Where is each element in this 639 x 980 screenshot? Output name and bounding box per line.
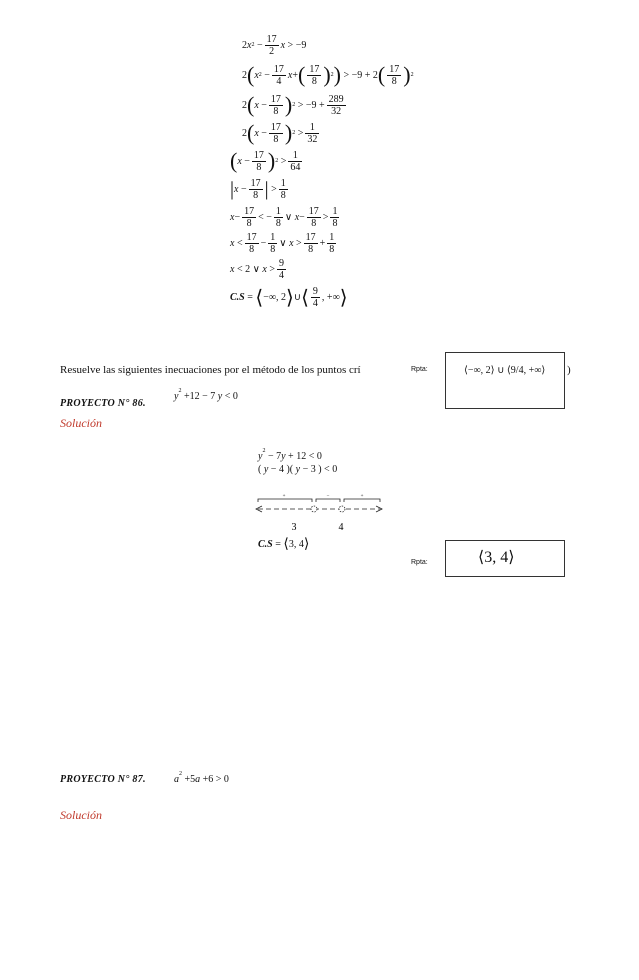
var-y: y <box>295 464 301 475</box>
number: 0 <box>316 451 322 462</box>
var-x: x <box>254 99 259 111</box>
fraction <box>265 34 279 57</box>
answer-86 <box>478 547 514 567</box>
op: − <box>234 211 241 223</box>
number: 12 <box>296 451 307 462</box>
number: 2 <box>245 263 251 275</box>
op: > <box>297 127 304 139</box>
numerator: 1 <box>280 177 286 189</box>
abs-bar: | <box>264 177 269 200</box>
exponent: 2 <box>262 448 266 454</box>
infinity-symbol: ∞ <box>268 291 276 303</box>
angle-close: ⟩ <box>339 286 348 309</box>
denominator: 8 <box>329 243 335 255</box>
project-86-heading: PROYECTO N° 86. <box>60 398 146 409</box>
fraction <box>307 206 321 229</box>
op: − <box>351 69 358 81</box>
number: 7 <box>210 391 216 402</box>
fraction <box>242 206 256 229</box>
project-87-solution-label: Solución <box>60 808 102 822</box>
fraction <box>327 94 346 117</box>
derivation-line-8 <box>230 232 430 254</box>
denominator: 8 <box>253 189 259 201</box>
number: 4 <box>278 464 284 475</box>
op: − <box>305 99 312 111</box>
instruction-text: Resuelve las siguientes inecuaciones por el método de los puntos crí <box>60 364 361 376</box>
rpta-label: Rpta: <box>411 366 428 373</box>
answer-86-text: ⟨3, 4⟩ <box>478 549 515 566</box>
op: > <box>287 39 294 51</box>
op: + <box>364 69 371 81</box>
open-point-3 <box>311 506 317 512</box>
denominator: 8 <box>308 243 314 255</box>
derivation-line-1 <box>242 34 430 56</box>
fraction <box>305 122 319 145</box>
exponent: 2 <box>292 102 296 108</box>
op: − <box>240 183 247 195</box>
numerator: 1 <box>288 150 302 162</box>
coef: 2 <box>242 127 247 139</box>
bracket-2 <box>316 499 340 502</box>
op: > <box>343 69 350 81</box>
var-y: y <box>258 451 263 462</box>
denominator: 4 <box>276 75 282 87</box>
fraction <box>268 232 277 255</box>
op: = <box>275 538 281 550</box>
op: − <box>260 237 267 249</box>
bracket-3 <box>344 499 380 502</box>
numerator: 17 <box>270 93 281 105</box>
op: < <box>324 464 330 475</box>
numerator: 1 <box>329 231 335 243</box>
angle-close: ⟩ <box>303 537 310 552</box>
derivation-85 <box>230 34 430 308</box>
var-a: a <box>195 774 201 785</box>
number: 3 <box>310 464 316 475</box>
derivation-line-7 <box>230 206 430 228</box>
coef: 2 <box>242 39 247 51</box>
point-label-4: 4 <box>338 522 344 533</box>
derivation-line-2 <box>242 64 430 86</box>
op: − <box>202 391 208 402</box>
var-x: x <box>262 263 267 275</box>
derivation-86 <box>258 448 337 480</box>
op: < <box>224 391 231 402</box>
op: − <box>263 291 269 303</box>
var-y: y <box>281 451 286 462</box>
op: − <box>266 211 272 223</box>
numerator: 17 <box>253 149 264 161</box>
number: 0 <box>332 464 338 475</box>
number: 9 <box>311 99 317 111</box>
coef: 2 <box>242 99 247 111</box>
angle-open: ⟨ <box>255 286 264 309</box>
number: 5 <box>190 774 196 785</box>
solution-set-86: C.S = ⟨3, 4⟩ <box>258 537 310 552</box>
numerator: 17 <box>309 63 320 75</box>
derivation-86-line-2: ( y − 4 )( y − 3 ) < 0 <box>258 464 338 475</box>
op: + <box>319 237 326 249</box>
op: + <box>292 69 299 81</box>
project-86-statement <box>174 388 238 402</box>
number: 6 <box>208 774 214 785</box>
answer-box-85 <box>445 352 565 409</box>
number: 7 <box>276 451 282 462</box>
numerator: 17 <box>389 63 400 75</box>
solution-set-label: C.S <box>230 291 245 303</box>
denominator: 4 <box>279 269 285 281</box>
number: 12 <box>189 391 200 402</box>
op: + <box>326 291 333 303</box>
coef: 2 <box>242 69 247 81</box>
numerator: 9 <box>312 285 318 297</box>
denominator: 8 <box>270 243 276 255</box>
numerator: 1 <box>275 205 281 217</box>
var-x: x <box>280 39 286 51</box>
angle-open: ⟨ <box>283 537 289 552</box>
denominator: 64 <box>290 161 301 173</box>
coef: 2 <box>372 69 378 81</box>
op: + <box>184 774 191 785</box>
derivation-line-9 <box>230 258 430 280</box>
exponent: 2 <box>178 388 182 394</box>
var-x: x <box>287 69 293 81</box>
op: > <box>271 183 277 195</box>
op-or: ∨ <box>279 237 287 249</box>
sign-number-line <box>252 490 387 535</box>
op: − <box>264 69 270 81</box>
exponent: 2 <box>258 72 262 78</box>
union-symbol: ∪ <box>293 291 302 303</box>
numerator: 17 <box>246 231 257 243</box>
op: − <box>302 464 309 475</box>
paren-close: ) <box>323 62 331 87</box>
op: + <box>288 451 294 462</box>
numerator: 17 <box>273 63 284 75</box>
number: 0 <box>232 391 238 402</box>
numerator: 17 <box>244 205 255 217</box>
angle-open: ⟨ <box>301 286 309 309</box>
exponent: 2 <box>275 158 279 164</box>
var-x: x <box>254 127 259 139</box>
fraction <box>269 94 283 117</box>
numerator: 17 <box>266 33 277 45</box>
fraction <box>277 258 286 281</box>
denominator: 8 <box>391 75 397 87</box>
exponent: 2 <box>179 771 182 777</box>
fraction <box>269 122 283 145</box>
paren-close: ) <box>284 120 293 145</box>
answer-box-86 <box>445 540 565 577</box>
derivation-line-4 <box>242 122 430 144</box>
sign-plus-2: + <box>360 494 364 499</box>
paren-close: ) <box>267 148 276 173</box>
fraction <box>274 206 283 229</box>
denominator: 8 <box>249 243 255 255</box>
var-x: x <box>289 237 294 249</box>
op: − <box>295 39 302 51</box>
bracket-1 <box>258 499 312 502</box>
numerator: 17 <box>308 205 319 217</box>
derivation-line-5 <box>230 150 430 172</box>
op: − <box>261 127 267 139</box>
var-x: x <box>294 211 300 223</box>
rpta-label-86: Rpta: <box>411 559 428 566</box>
fraction <box>245 232 259 255</box>
op: > <box>215 774 222 785</box>
var-x: x <box>234 183 239 195</box>
numerator: 289 <box>328 93 344 105</box>
number: 0 <box>223 774 229 785</box>
project-87-heading: PROYECTO N° 87. <box>60 774 146 785</box>
fraction <box>252 150 266 173</box>
numerator: 1 <box>332 205 338 217</box>
numerator: 17 <box>250 177 261 189</box>
fraction <box>311 286 320 309</box>
project-87-statement <box>174 771 229 785</box>
var-y: y <box>217 391 223 402</box>
exponent: 2 <box>292 130 296 136</box>
answer-85-text: ⟨−∞, 2⟩ ∪ ⟨9/4, +∞⟩ <box>464 365 546 376</box>
sign-minus: − <box>326 494 330 499</box>
var-x: x <box>230 237 235 249</box>
op: = <box>247 291 253 303</box>
denominator: 8 <box>311 75 317 87</box>
op: − <box>299 211 305 223</box>
fraction <box>387 64 401 87</box>
denominator: 8 <box>246 217 252 229</box>
derivation-line-10: C.S = ⟨ − ∞ , 2 ⟩ ∪ ⟨ $\frac{9}{4}$ , + ∞ ⟩ <box>230 285 348 309</box>
paren-open: ( <box>247 62 255 87</box>
denominator: 8 <box>275 217 281 229</box>
var-x: x <box>247 39 252 51</box>
paren-open: ( <box>247 120 255 145</box>
paren-open: ( <box>377 62 386 87</box>
paren-open: ( <box>247 92 255 117</box>
op: − <box>261 99 267 111</box>
op: < <box>236 237 243 249</box>
point-label-3: 3 <box>291 522 297 533</box>
op: > <box>269 263 276 275</box>
exponent: 2 <box>330 72 334 78</box>
fraction <box>279 178 288 201</box>
var-y: y <box>174 391 179 402</box>
fraction <box>249 178 263 201</box>
number: 4 <box>298 538 304 550</box>
numerator: 17 <box>270 121 281 133</box>
op: < <box>236 263 243 275</box>
op: − <box>267 451 274 462</box>
var-x: x <box>254 69 259 81</box>
var-a: a <box>174 774 179 785</box>
exponent: 2 <box>251 42 255 48</box>
number: 9 <box>357 69 363 81</box>
fraction <box>327 232 336 255</box>
numerator: 1 <box>305 122 319 134</box>
paren-open: ( <box>230 148 238 173</box>
fraction <box>330 206 339 229</box>
derivation-86-line-1 <box>258 448 337 464</box>
project-86-solution-label: Solución <box>60 416 102 430</box>
numerator: 9 <box>279 257 285 269</box>
denominator: 8 <box>256 161 262 173</box>
denominator: 8 <box>273 105 279 117</box>
op: > <box>280 155 287 167</box>
var-x: x <box>230 263 235 275</box>
derivation-line-3 <box>242 94 430 116</box>
fraction <box>307 64 321 87</box>
fraction <box>304 232 318 255</box>
denominator: 32 <box>307 133 318 145</box>
answer-85 <box>464 365 545 376</box>
number: 2 <box>280 291 286 303</box>
trailing-paren: ) <box>567 364 571 376</box>
op: + <box>183 391 190 402</box>
var-y: y <box>263 464 269 475</box>
number: 3 <box>288 538 294 550</box>
var-x: x <box>237 155 242 167</box>
var-x: x <box>230 211 235 223</box>
op: > <box>322 211 329 223</box>
op: − <box>270 464 277 475</box>
abs-bar: | <box>230 177 235 200</box>
op: − <box>256 39 263 51</box>
op-or: ∨ <box>252 263 260 275</box>
paren-close: ) <box>403 62 411 87</box>
numerator: 17 <box>305 231 316 243</box>
numerator: 1 <box>270 231 276 243</box>
derivation-line-6 <box>230 178 430 200</box>
denominator: 8 <box>273 133 279 145</box>
sign-plus-1: + <box>282 494 286 499</box>
denominator: 32 <box>331 105 342 117</box>
op: < <box>308 451 315 462</box>
denominator: 2 <box>269 45 275 57</box>
fraction <box>288 150 302 173</box>
denominator: 4 <box>312 297 318 309</box>
op: − <box>244 155 250 167</box>
op: > <box>296 237 302 249</box>
solution-set-label: C.S <box>258 538 273 550</box>
fraction <box>272 64 286 87</box>
exponent: 2 <box>410 72 414 78</box>
infinity-symbol: ∞ <box>332 291 340 303</box>
paren-open: ( <box>298 62 306 87</box>
denominator: 8 <box>311 217 317 229</box>
paren-close: ) <box>333 62 341 87</box>
number: 9 <box>301 39 307 51</box>
op: + <box>202 774 209 785</box>
op: > <box>297 99 304 111</box>
op: + <box>319 99 325 111</box>
op: < <box>258 211 264 223</box>
paren-close: ) <box>284 92 293 117</box>
open-point-4 <box>339 506 345 512</box>
op-or: ∨ <box>284 211 293 223</box>
angle-close: ⟩ <box>285 286 294 309</box>
denominator: 8 <box>332 217 338 229</box>
denominator: 8 <box>280 189 286 201</box>
